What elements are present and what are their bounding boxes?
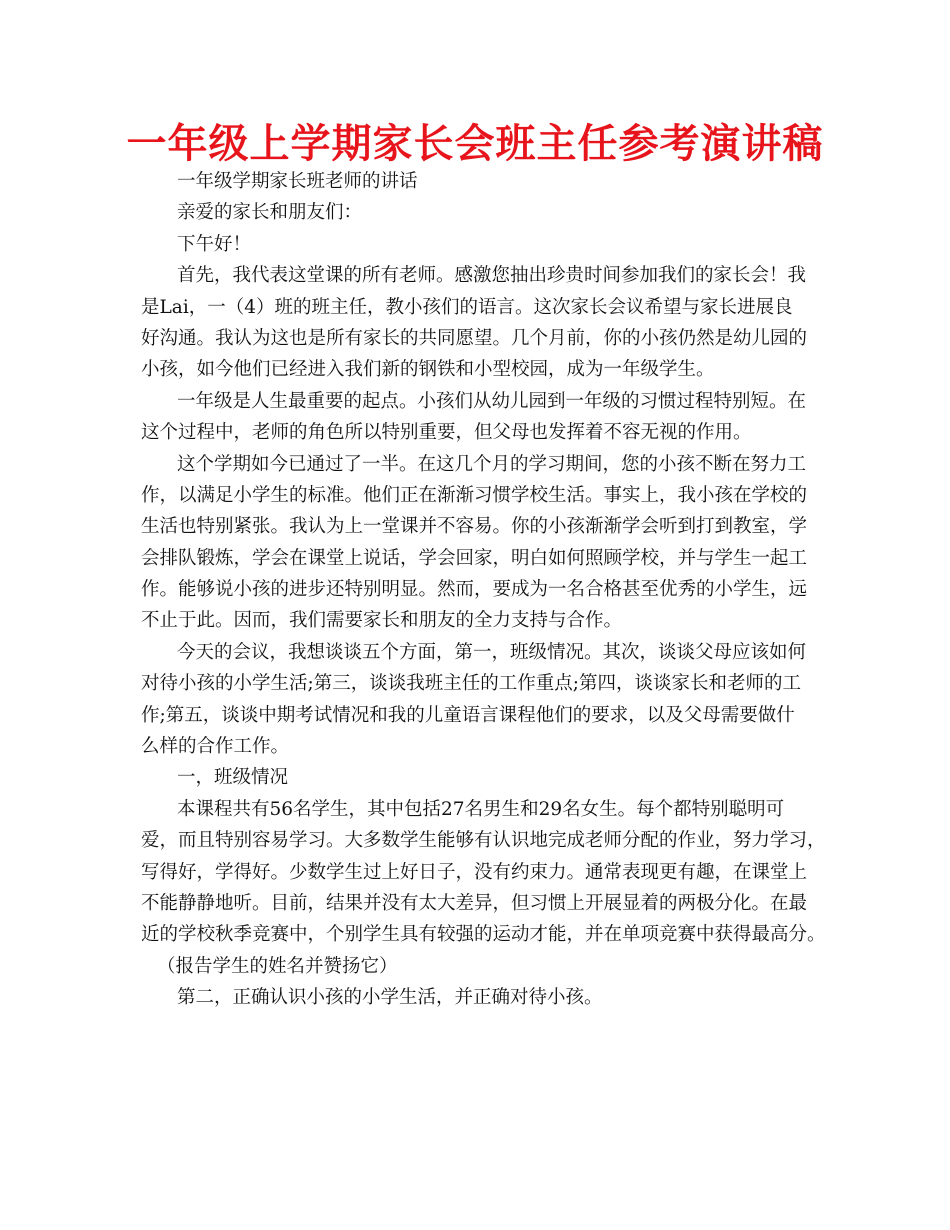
paragraph-line: 爱，而且特别容易学习。大多数学生能够有认识地完成老师分配的作业，努力学习， [141, 830, 826, 852]
paragraph-line: 写得好，学得好。少数学生过上好日子，没有约束力。通常表现更有趣，在课堂上 [141, 861, 808, 883]
section-heading: 第二，正确认识小孩的小学生活，并正确对待小孩。 [177, 987, 603, 1009]
paragraph-line: 好沟通。我认为这也是所有家长的共同愿望。几个月前，你的小孩仍然是幼儿园的 [141, 327, 808, 349]
paragraph-line: 下午好！ [177, 233, 252, 255]
paragraph-line: 作。能够说小孩的进步还特别明显。然而，要成为一名合格甚至优秀的小学生，远 [141, 579, 808, 601]
paragraph-line: 作，以满足小学生的标准。他们正在渐渐习惯学校生活。事实上，我小孩在学校的 [141, 484, 808, 506]
paragraph-line: 么样的合作工作。 [141, 736, 290, 758]
paragraph-line: 一年级学期家长班老师的讲话 [177, 171, 418, 192]
paragraph-line: （报告学生的姓名并赞扬它） [157, 955, 398, 977]
paragraph-line: 这个学期如今已通过了一半。在这几个月的学习期间，您的小孩不断在努力工 [177, 453, 807, 475]
paragraph-line: 不止于此。因而，我们需要家长和朋友的全力支持与合作。 [141, 610, 623, 632]
paragraph-line: 作;第五，谈谈中期考试情况和我的儿童语言课程他们的要求，以及父母需要做什 [141, 704, 795, 726]
paragraph-line: 近的学校秋季竞赛中，个别学生具有较强的运动才能，并在单项竞赛中获得最高分。 [141, 924, 826, 946]
document-title: 一年级上学期家长会班主任参考演讲稿 [126, 121, 824, 167]
paragraph-line: 是Lai，一（4）班的班主任，教小孩们的语言。这次家长会议希望与家长进展良 [141, 296, 793, 318]
paragraph-line: 这个过程中，老师的角色所以特别重要，但父母也发挥着不容无视的作用。 [141, 422, 752, 444]
document-body [141, 166, 831, 1014]
section-heading: 一，班级情况 [177, 767, 289, 789]
paragraph-line: 生活也特别紧张。我认为上一堂课并不容易。你的小孩渐渐学会听到打到教室，学 [141, 516, 808, 538]
paragraph-line: 小孩，如今他们已经进入我们新的钢铁和小型校园，成为一年级学生。 [141, 359, 715, 381]
paragraph-line: 本课程共有56名学生，其中包括27名男生和29名女生。每个都特别聪明可 [177, 798, 785, 820]
paragraph-line: 一年级是人生最重要的起点。小孩们从幼儿园到一年级的习惯过程特别短。在 [177, 390, 807, 412]
paragraph-line: 会排队锻炼，学会在课堂上说话，学会回家，明白如何照顾学校，并与学生一起工 [141, 547, 808, 569]
paragraph-line: 对待小孩的小学生活;第三，谈谈我班主任的工作重点;第四，谈谈家长和老师的工 [141, 673, 801, 695]
paragraph-line: 今天的会议，我想谈谈五个方面，第一，班级情况。其次，谈谈父母应该如何 [177, 641, 807, 663]
paragraph-line: 首先，我代表这堂课的所有老师。感激您抽出珍贵时间参加我们的家长会！我 [177, 265, 807, 287]
paragraph-line: 亲爱的家长和朋友们： [177, 202, 363, 224]
paragraph-line: 不能静静地听。目前，结果并没有太大差异，但习惯上开展显着的两极分化。在最 [141, 892, 808, 914]
